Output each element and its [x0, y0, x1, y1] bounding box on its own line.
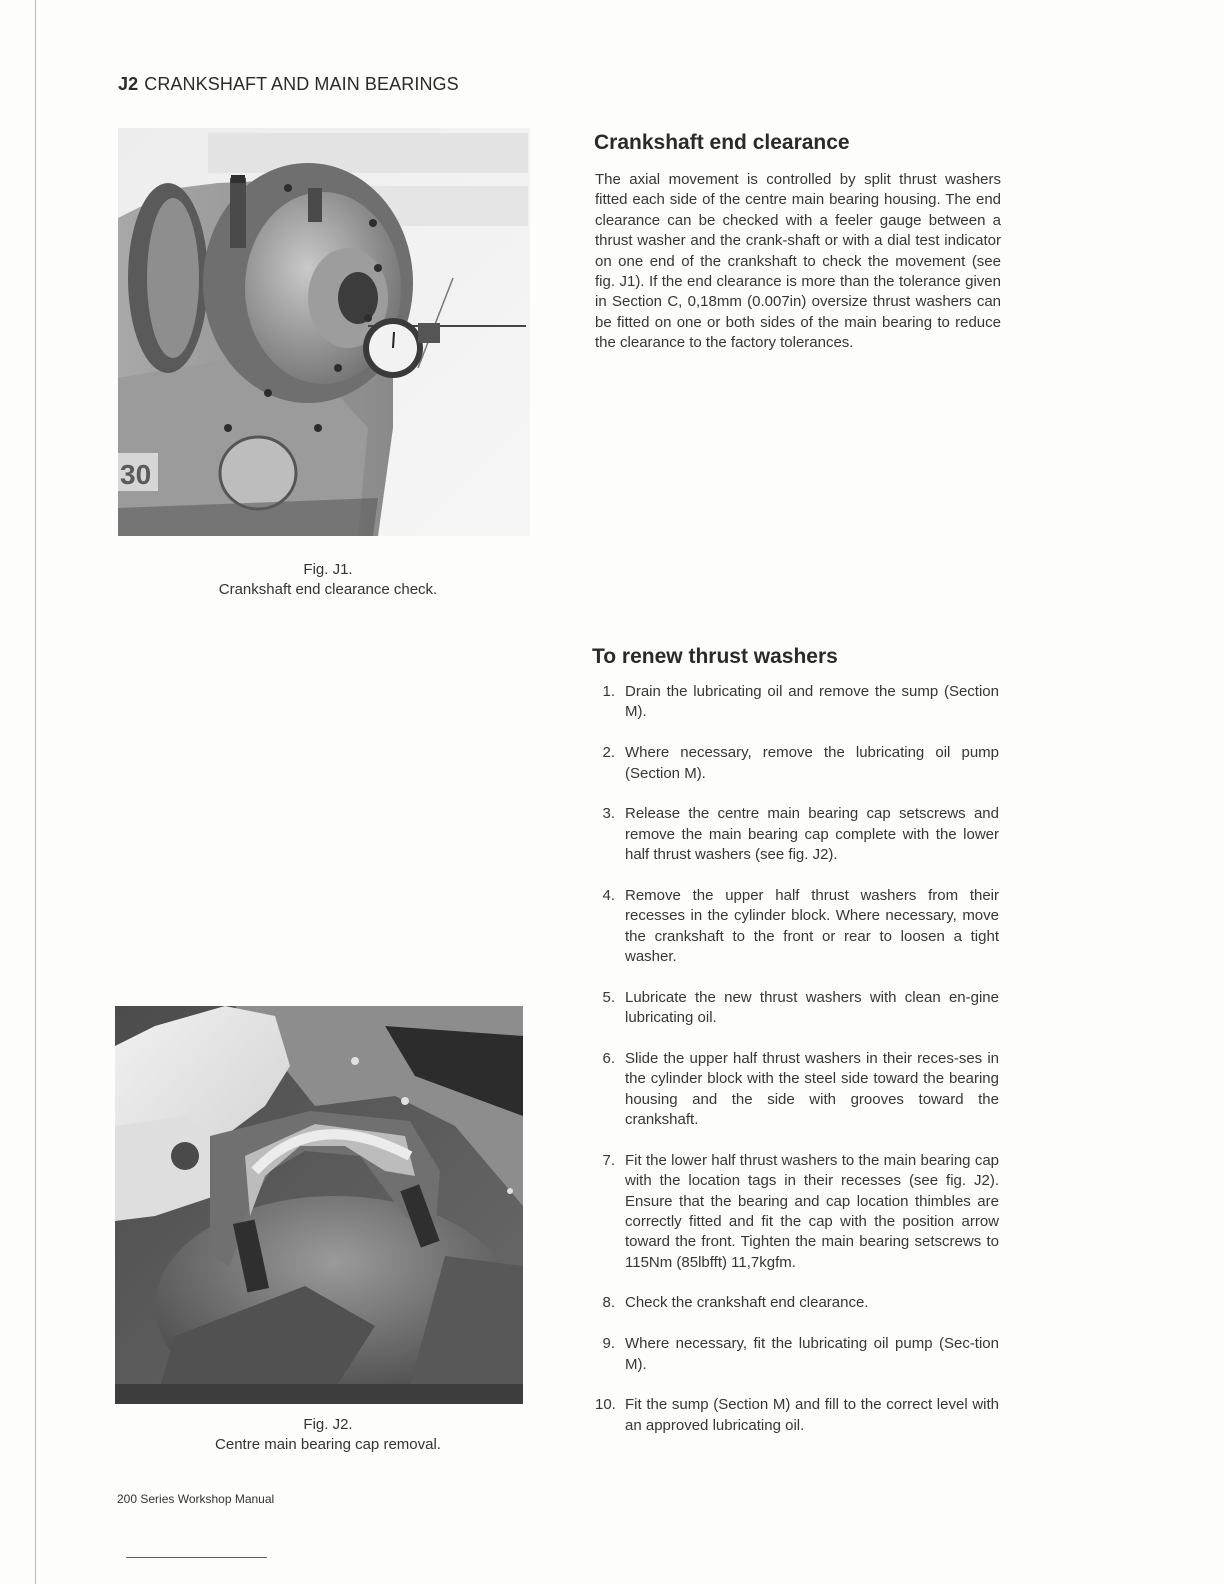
- figure-j2-label: Fig. J2.: [303, 1416, 353, 1433]
- figure-j2-photo: [115, 1006, 523, 1404]
- page-edge-rule: [35, 0, 36, 1584]
- figure-j1-label: Fig. J1.: [303, 561, 353, 578]
- bottom-underline-mark: [126, 1557, 267, 1558]
- section-title: CRANKSHAFT AND MAIN BEARINGS: [144, 74, 459, 94]
- section-heading-end-clearance: Crankshaft end clearance: [594, 131, 850, 154]
- step-item: 3. Release the centre main bearing cap setscrews and remove the main bearing cap complete with the lower half thrust washers (see fig. J2).: [602, 805, 999, 864]
- step-item: 8. Check the crankshaft end clearance.: [602, 1294, 869, 1312]
- figure-j2-caption-text: Centre main bearing cap removal.: [215, 1436, 441, 1453]
- step-item: 5. Lubricate the new thrust washers with clean en-gine lubricating oil.: [602, 988, 999, 1027]
- section-code: J2: [118, 74, 139, 94]
- page-header: [118, 74, 459, 95]
- step-item: 6. Slide the upper half thrust washers in their reces-ses in the cylinder block with the steel side toward the bearing housing and the side with grooves toward the crankshaft.: [602, 1049, 999, 1128]
- step-item: 10. Fit the sump (Section M) and fill to the correct level with an approved lubricating oil.: [595, 1396, 999, 1434]
- step-item: 4. Remove the upper half thrust washers from their recesses in the cylinder block. Where necessary, move the crankshaft to the front or rear to loosen a tight washer.: [602, 886, 999, 965]
- figure-j1-photo: [118, 128, 530, 536]
- figure-j1-caption: [180, 560, 476, 600]
- end-clearance-paragraph: The axial movement is controlled by split thrust washers fitted each side of the centre main bearing housing. The end clearance can be checked with a feeler gauge between a thrust washer and the crank-shaft or with a dial test indicator on one end of the crankshaft to check the movement (see fig. J1). If the end clearance is more than the tolerance given in Section C, 0,18mm (0.007in) oversize thrust washers can be fitted on one or both sides of the main bearing to reduce the clearance to the factory tolerances.: [595, 171, 1001, 352]
- step-item: 9. Where necessary, fit the lubricating oil pump (Sec-tion M).: [602, 1335, 999, 1373]
- step-item: 1. Drain the lubricating oil and remove the sump (Section M).: [602, 683, 999, 721]
- figure-j2-caption: [178, 1415, 478, 1455]
- step-item: 2. Where necessary, remove the lubricating oil pump (Section M).: [602, 744, 999, 782]
- section-heading-thrust-washers: To renew thrust washers: [592, 645, 838, 668]
- thrust-washer-steps: [595, 682, 999, 1456]
- figure-j1-caption-text: Crankshaft end clearance check.: [218, 581, 438, 598]
- step-item: 7. Fit the lower half thrust washers to the main bearing cap with the location tags in their recesses (see fig. J2). Ensure that the bearing and cap location thimbles are correctly fitted and fit the cap with the position arrow toward the front. Tighten the main bearing setscrews to 115Nm (85lbfft) 11,7kgfm.: [602, 1151, 999, 1271]
- page-footer: 200 Series Workshop Manual: [117, 1492, 275, 1506]
- block-casting-number: 30: [120, 459, 152, 490]
